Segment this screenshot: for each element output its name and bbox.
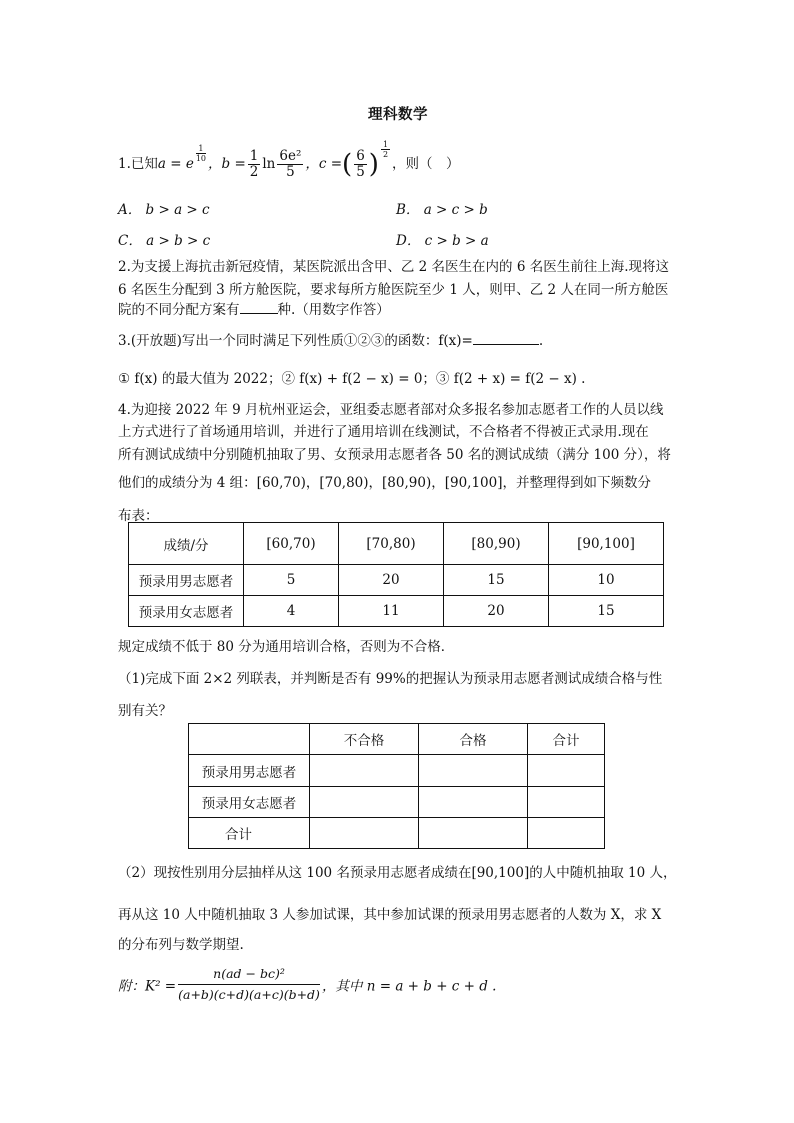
table-header-cell: [189, 724, 310, 755]
q4-part2-line-3: 的分布列与数学期望.: [118, 937, 244, 953]
table-header-cell: 合计: [528, 724, 605, 755]
q3-line-1-post: .: [538, 333, 544, 349]
q1-c-exp-den: 2: [382, 150, 389, 159]
q1-a-exp-num: 1: [196, 144, 206, 154]
q3-line-2: ① f(x) 的最大值为 2022；② f(x) + f(2 − x) = 0；③ f(2 + x) = f(2 − x) .: [118, 371, 586, 387]
q4-part1-line-2: 别有关？: [118, 703, 172, 719]
table-row: [129, 596, 664, 627]
table-row: [189, 818, 605, 849]
q1-b-frac2-num: 6e²: [279, 148, 302, 164]
q1-suffix: ，则（ ）: [392, 156, 460, 172]
table-header-cell: 合格: [419, 724, 528, 755]
q1-b-frac-den: 2: [249, 164, 259, 180]
table-row: [129, 565, 664, 596]
table-row: [129, 523, 664, 565]
table-cell: 预录用女志愿者: [129, 596, 244, 627]
q2-line-2: 6 名医生分配到 3 所方舱医院，要求每所方舱医院至少 1 人，则甲、乙 2 人在同一所方舱医: [118, 282, 669, 298]
table-row: [189, 755, 605, 787]
table-row: [189, 787, 605, 818]
q1-c-frac-num: 6: [356, 148, 365, 164]
table-cell: 20: [444, 596, 549, 627]
q1-option-a[interactable]: A． b > a > c: [118, 202, 210, 218]
table-input-cell[interactable]: [310, 818, 419, 849]
formula-numerator: n(ad − bc)²: [178, 964, 320, 985]
q2-line-3-pre: 院的不同分配方案有: [118, 302, 240, 318]
table-cell: 15: [444, 565, 549, 596]
q4-line-2: 上方式进行了首场通用培训，并进行了通用培训在线测试，不合格者不得被正式录用.现在: [118, 424, 649, 440]
q4-line-1: 4.为迎接 2022 年 9 月杭州亚运会，亚组委志愿者部对众多报名参加志愿者工作的人员以线: [118, 402, 664, 418]
table-header-cell: [70,80): [339, 523, 444, 565]
table-cell: 10: [549, 565, 664, 596]
q1-b-expr: ，b =: [208, 156, 246, 172]
paren-right-icon: ): [368, 149, 379, 180]
q4-line-5: 布表：: [118, 508, 159, 524]
table-row: [189, 724, 605, 755]
q2-answer-blank[interactable]: [240, 312, 278, 314]
table-cell: 4: [244, 596, 339, 627]
table-header-cell: [60,70): [244, 523, 339, 565]
q4-line-3: 所有测试成绩中分别随机抽取了男、女预录用志愿者各 50 名的测试成绩（满分 100 分），将: [118, 447, 671, 463]
q1-option-d[interactable]: D． c > b > a: [396, 233, 489, 249]
q1-c-expr: ，c =: [305, 156, 343, 172]
q4-part2-line-2: 再从这 10 人中随机抽取 3 人参加试课，其中参加试课的预录用男志愿者的人数为 X，求 X: [118, 907, 662, 923]
formula-pre: 附：K² =: [118, 978, 177, 995]
q1-b-frac2-den: 5: [286, 164, 295, 180]
frequency-table: [128, 522, 664, 627]
q1-c-exp-num: 1: [382, 140, 389, 149]
table-input-cell[interactable]: [310, 755, 419, 787]
table-input-cell[interactable]: [419, 755, 528, 787]
table-header-cell: [80,90): [444, 523, 549, 565]
q4-part2-line-1: （2）现按性别用分层抽样从这 100 名预录用志愿者成绩在[90,100]的人中随机抽取 10 人，: [118, 865, 677, 881]
chi-square-formula: [118, 964, 496, 1005]
q1-a-expr: a = e: [157, 156, 194, 172]
q3-line-1: [118, 329, 543, 349]
q1-b-frac-num: 1: [249, 148, 259, 164]
page-title: 理科数学: [368, 106, 428, 123]
q1-c-frac-den: 5: [356, 164, 365, 180]
table-cell: 11: [339, 596, 444, 627]
table-input-cell[interactable]: [419, 818, 528, 849]
q4-part1-line-1: （1)完成下面 2×2 列联表，并判断是否有 99%的把握认为预录用志愿者测试成绩合格与性: [118, 671, 663, 687]
table-cell: 预录用女志愿者: [189, 787, 310, 818]
q3-line-1-pre: 3.(开放题)写出一个同时满足下列性质①②③的函数：f(x)=: [118, 333, 473, 349]
formula-post: ，其中 n = a + b + c + d .: [321, 978, 497, 995]
table-cell: 20: [339, 565, 444, 596]
table-cell: 预录用男志愿者: [189, 755, 310, 787]
table-cell: 预录用男志愿者: [129, 565, 244, 596]
table-cell: 15: [549, 596, 664, 627]
q1-option-c[interactable]: C． a > b > c: [118, 233, 211, 249]
q4-line-4: 他们的成绩分为 4 组：[60,70)，[70,80)，[80,90)，[90,100]，并整理得到如下频数分: [118, 475, 651, 491]
q1-option-b[interactable]: B． a > c > b: [396, 202, 488, 218]
question-1-stem: [118, 140, 460, 180]
q4-note: 规定成绩不低于 80 分为通用培训合格，否则为不合格．: [118, 639, 455, 655]
q1-prefix: 1.已知: [118, 156, 158, 172]
table-input-cell[interactable]: [419, 787, 528, 818]
table-header-cell: 成绩/分: [129, 523, 244, 565]
paren-left-icon: (: [342, 149, 353, 180]
table-input-cell[interactable]: [310, 787, 419, 818]
table-cell: 合计: [189, 818, 310, 849]
q2-line-1: 2.为支援上海抗击新冠疫情，某医院派出含甲、乙 2 名医生在内的 6 名医生前往上海.现将这: [118, 259, 670, 275]
table-input-cell[interactable]: [528, 755, 605, 787]
q2-line-3-post: 种.（用数字作答）: [277, 302, 390, 318]
q3-answer-blank[interactable]: [473, 343, 539, 345]
q2-line-3: [118, 298, 390, 318]
q1-ln: ln: [262, 156, 276, 172]
table-input-cell[interactable]: [528, 818, 605, 849]
formula-denominator: (a+b)(c+d)(a+c)(b+d): [178, 987, 320, 1002]
q1-a-exp-den: 10: [195, 154, 207, 163]
table-input-cell[interactable]: [528, 787, 605, 818]
table-header-cell: [90,100]: [549, 523, 664, 565]
table-header-cell: 不合格: [310, 724, 419, 755]
table-cell: 5: [244, 565, 339, 596]
contingency-table: [188, 723, 605, 849]
